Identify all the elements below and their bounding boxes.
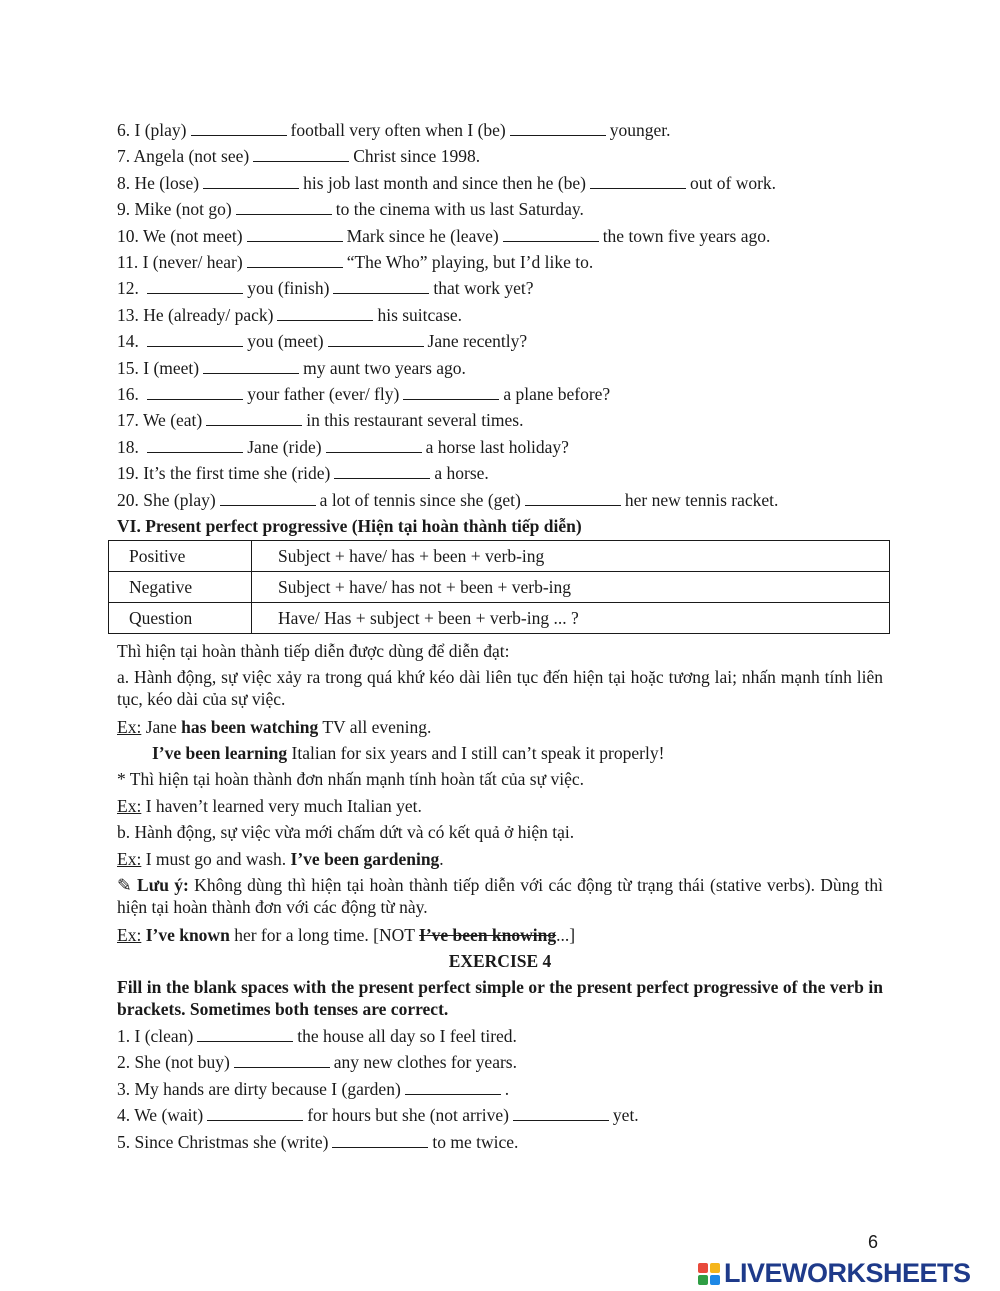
item-number: 18. <box>117 436 139 457</box>
item-text: her new tennis racket. <box>624 489 779 510</box>
item-number: 8. <box>117 172 131 193</box>
item-text: the town five years ago. <box>602 225 771 246</box>
row-formula: Have/ Has + subject + been + verb-ing ... ? <box>252 603 890 634</box>
item-text: yet. <box>612 1105 639 1126</box>
example-highlight: I’ve been learning <box>152 743 288 763</box>
answer-blank[interactable] <box>253 147 349 162</box>
example-1 <box>117 716 431 738</box>
answer-blank[interactable] <box>207 1106 303 1121</box>
item-text: my aunt two years ago. <box>303 357 466 378</box>
answer-blank[interactable] <box>503 227 599 242</box>
formula-table <box>108 540 890 634</box>
row-label: Negative <box>109 572 252 603</box>
answer-blank[interactable] <box>147 279 243 294</box>
item-number: 12. <box>117 278 139 299</box>
usage-point-b: b. Hành động, sự việc vừa mới chấm dứt và có kết quả ở hiện tại. <box>117 822 575 842</box>
exercise-item <box>117 462 489 484</box>
item-text: He (lose) <box>134 172 200 193</box>
item-text: Angela (not see) <box>133 146 250 167</box>
exercise-item <box>117 172 776 194</box>
exercise-item <box>117 330 527 352</box>
item-text: a horse. <box>434 463 489 484</box>
example-highlight: has been watching <box>181 717 319 737</box>
item-text: She (play) <box>143 489 216 510</box>
exercise-item <box>117 1051 517 1073</box>
item-number: 5. <box>117 1131 131 1152</box>
example-text: her for a long time. [NOT <box>229 925 420 945</box>
item-number: 6. <box>117 120 131 140</box>
exercise-item <box>117 225 770 247</box>
item-number: 15. <box>117 357 139 378</box>
item-text: He (already/ pack) <box>143 304 274 325</box>
example-label: Ex: <box>117 717 142 737</box>
exercise-item <box>117 1131 518 1153</box>
example-text: ...] <box>556 925 576 945</box>
example-2 <box>152 742 664 764</box>
exercise-4-title: EXERCISE 4 <box>448 951 552 971</box>
example-label: Ex: <box>117 849 142 869</box>
item-text: Jane recently? <box>427 331 528 352</box>
example-text: . <box>439 849 444 869</box>
example-5 <box>117 924 575 946</box>
answer-blank[interactable] <box>510 121 606 136</box>
exercise-item <box>117 1025 517 1047</box>
answer-blank[interactable] <box>147 385 243 400</box>
example-highlight: I’ve been gardening <box>290 849 440 869</box>
answer-blank[interactable] <box>203 359 299 374</box>
answer-blank[interactable] <box>147 438 243 453</box>
answer-blank[interactable] <box>247 227 343 242</box>
note-label: Lưu ý: <box>137 875 189 895</box>
liveworksheets-logo <box>698 1258 971 1289</box>
example-label: Ex: <box>117 796 142 816</box>
logo-icon <box>698 1263 720 1285</box>
item-text: you (finish) <box>247 278 330 299</box>
item-text: you (meet) <box>247 331 324 352</box>
answer-blank[interactable] <box>334 464 430 479</box>
example-3 <box>117 795 422 817</box>
item-text: I (clean) <box>134 1026 194 1046</box>
item-text: a horse last holiday? <box>425 436 569 457</box>
item-text: Jane (ride) <box>247 436 322 457</box>
item-text: I (meet) <box>143 357 200 378</box>
example-label: Ex: <box>117 925 142 945</box>
answer-blank[interactable] <box>147 332 243 347</box>
example-text: Jane <box>145 717 182 737</box>
item-text: football very often when I (be) <box>290 120 506 140</box>
table-row-question <box>109 603 890 634</box>
item-number: 14. <box>117 331 139 352</box>
item-text: We (wait) <box>134 1105 204 1126</box>
item-number: 17. <box>117 410 139 431</box>
exercise-item <box>117 1104 639 1126</box>
row-label: Question <box>109 603 252 634</box>
note-text: Không dùng thì hiện tại hoàn thành tiếp diễn với các động từ trạng thái (stative verbs). Dùng thì hiện tại hoàn thành đơn với các động từ này. <box>117 875 883 917</box>
exercise-item <box>117 357 466 379</box>
item-text: I (never/ hear) <box>142 252 243 272</box>
item-text: to the cinema with us last Saturday. <box>335 199 584 220</box>
example-text: Italian for six years and I still can’t speak it properly! <box>287 743 665 763</box>
logo-square <box>710 1263 720 1273</box>
item-text: We (eat) <box>142 410 203 431</box>
exercise-item <box>117 251 593 273</box>
answer-blank[interactable] <box>328 332 424 347</box>
exercise-item <box>117 277 534 299</box>
answer-blank[interactable] <box>247 253 343 268</box>
example-text: TV all evening. <box>318 717 432 737</box>
answer-blank[interactable] <box>220 491 316 506</box>
item-number: 3. <box>117 1078 131 1099</box>
item-text: his job last month and since then he (be) <box>303 172 586 193</box>
example-highlight: I’ve known <box>145 925 230 945</box>
note-simple: * Thì hiện tại hoàn thành đơn nhấn mạnh tính hoàn tất của sự việc. <box>117 769 584 789</box>
item-number: 19. <box>117 463 139 484</box>
exercise-item <box>117 383 610 405</box>
example-4 <box>117 848 444 870</box>
answer-blank[interactable] <box>203 174 299 189</box>
row-label: Positive <box>109 541 252 572</box>
item-number: 2. <box>117 1052 131 1073</box>
answer-blank[interactable] <box>326 438 422 453</box>
item-text: I (play) <box>134 120 187 140</box>
item-number: 1. <box>117 1026 131 1046</box>
usage-point-a: a. Hành động, sự việc xảy ra trong quá khứ kéo dài liên tục đến hiện tại hoặc tương lai; nhấn mạnh tính liên tục, kéo dài của sự việc. <box>117 667 883 709</box>
item-text: any new clothes for years. <box>333 1052 517 1073</box>
pencil-icon: ✎ <box>117 875 132 895</box>
item-text: We (not meet) <box>142 225 243 246</box>
item-text: a lot of tennis since she (get) <box>319 489 521 510</box>
item-number: 20. <box>117 489 139 510</box>
row-formula: Subject + have/ has + been + verb-ing <box>252 541 890 572</box>
answer-blank[interactable] <box>403 385 499 400</box>
logo-square <box>698 1275 708 1285</box>
item-text: his suitcase. <box>377 304 463 325</box>
brand-name: LIVEWORKSHEETS <box>724 1258 971 1288</box>
exercise-item <box>117 119 671 141</box>
item-text: My hands are dirty because I (garden) <box>134 1078 401 1099</box>
answer-blank[interactable] <box>234 1053 330 1068</box>
answer-blank[interactable] <box>405 1080 501 1095</box>
item-text: Mark since he (leave) <box>346 225 499 246</box>
answer-blank[interactable] <box>236 200 332 215</box>
item-text: It’s the first time she (ride) <box>143 463 331 484</box>
answer-blank[interactable] <box>525 491 621 506</box>
item-text: that work yet? <box>433 278 534 299</box>
exercise-4-instruction: Fill in the blank spaces with the present perfect simple or the present perfect progressive of the verb in brackets. Sometimes both tenses are correct. <box>117 977 883 1019</box>
answer-blank[interactable] <box>277 306 373 321</box>
exercise-item <box>117 145 480 167</box>
item-text: younger. <box>609 120 671 140</box>
exercise-item <box>117 409 523 431</box>
example-text: I must go and wash. <box>145 849 291 869</box>
exercise-item <box>117 489 778 511</box>
answer-blank[interactable] <box>590 174 686 189</box>
item-text: a plane before? <box>503 384 611 404</box>
example-text: I haven’t learned very much Italian yet. <box>145 796 422 816</box>
exercise-item <box>117 304 462 326</box>
section-6-heading: VI. Present perfect progressive (Hiện tại hoàn thành tiếp diễn) <box>117 516 582 536</box>
item-text: “The Who” playing, but I’d like to. <box>346 252 594 272</box>
item-number: 11. <box>117 252 139 272</box>
answer-blank[interactable] <box>513 1106 609 1121</box>
answer-blank[interactable] <box>197 1027 293 1042</box>
item-text: in this restaurant several times. <box>306 410 524 431</box>
struck-example: I’ve been knowing <box>419 925 557 945</box>
answer-blank[interactable] <box>206 411 302 426</box>
answer-blank[interactable] <box>333 279 429 294</box>
item-text: out of work. <box>690 172 777 193</box>
usage-intro: Thì hiện tại hoàn thành tiếp diễn được dùng để diễn đạt: <box>117 641 510 661</box>
item-number: 10. <box>117 225 139 246</box>
item-text: the house all day so I feel tired. <box>297 1026 517 1046</box>
item-text: for hours but she (not arrive) <box>307 1105 509 1126</box>
item-number: 7. <box>117 146 131 167</box>
item-text: Since Christmas she (write) <box>134 1131 329 1152</box>
note-stative <box>117 874 883 918</box>
table-row-negative <box>109 572 890 603</box>
exercise-item <box>117 198 584 220</box>
exercise-item <box>117 1078 509 1100</box>
table-row-positive <box>109 541 890 572</box>
item-text: your father (ever/ fly) <box>247 384 400 404</box>
answer-blank[interactable] <box>332 1133 428 1148</box>
logo-square <box>698 1263 708 1273</box>
item-text: She (not buy) <box>134 1052 230 1073</box>
answer-blank[interactable] <box>191 121 287 136</box>
item-number: 13. <box>117 304 139 325</box>
row-formula: Subject + have/ has not + been + verb-ing <box>252 572 890 603</box>
item-text: Christ since 1998. <box>353 146 481 167</box>
exercise-item <box>117 436 569 458</box>
item-number: 16. <box>117 384 139 404</box>
item-number: 4. <box>117 1105 131 1126</box>
item-text: to me twice. <box>432 1131 519 1152</box>
item-text: . <box>504 1078 510 1099</box>
item-text: Mike (not go) <box>134 199 232 220</box>
page-number: 6 <box>868 1232 879 1252</box>
logo-square <box>710 1275 720 1285</box>
item-number: 9. <box>117 199 131 220</box>
